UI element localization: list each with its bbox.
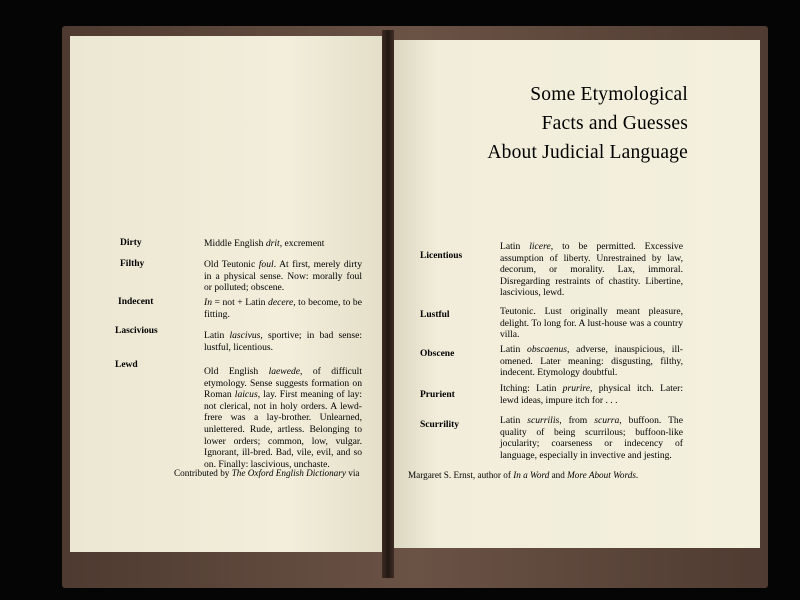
entry-definition: Latin licere, to be permitted. Excessive assumption of liberty. Unrestrained by law, decorum, or morality. Lax, immoral. Disregarding restraints of chastity. Libertine, lascivious, lewd. [500,241,683,299]
entry-definition: In = not + Latin decere, to become, to be fitting. [204,297,362,320]
entry-definition: Latin lascivus, sportive; in bad sense: lustful, licentious. [204,330,362,353]
entry-term: Filthy [120,259,145,269]
title-line: About Judicial Language [487,142,688,163]
entry-definition: Latin scurrilis, from scurra, buffoon. The quality of being scurrilous; buffoon-like jocularity; coarseness or indecency of language, especially in invective and jesting. [500,415,683,461]
entry-term: Scurrility [420,420,460,430]
page-title [487,80,688,167]
credit-right: Margaret S. Ernst, author of In a Word and More About Words. [408,470,639,480]
entry-term: Lewd [115,360,138,370]
entry-term: Indecent [118,297,154,307]
credit-left: Contributed by The Oxford English Dictionary via [174,468,360,478]
title-line: Some Etymological [530,84,688,105]
title-line: Facts and Guesses [541,113,688,134]
entry-term: Licentious [420,251,463,261]
entry-definition: Itching: Latin prurire, physical itch. Later: lewd ideas, impure itch for . . . [500,383,683,406]
entry-definition: Latin obscaenus, adverse, inauspicious, ill-omened. Later meaning: disgusting, filthy, indecent. Etymology doubtful. [500,344,683,379]
entry-term: Obscene [420,349,455,359]
entry-definition: Teutonic. Lust originally meant pleasure, delight. To long for. A lust-house was a country villa. [500,306,683,341]
entry-definition: Middle English drit, excrement [204,238,325,249]
entry-term: Lascivious [115,326,158,336]
entry-term: Prurient [420,390,455,400]
entry-definition: Old Teutonic foul. At first, merely dirty in a physical sense. Now: morally foul or polluted; obscene. [204,259,362,294]
entry-term: Dirty [120,238,142,248]
entry-definition: Old English laewede, of difficult etymology. Sense suggests formation on Roman laicus, lay. First meaning of lay: not clerical, not in holy orders. A lewd-frere was a lay-brother. Unlearned, unlettered. Rude, artless. Belonging to lower orders; common, low, vulgar. Ignorant, ill-bred. Bad, vile, evil, and so on. Finally: lascivious, unchaste. [204,366,362,470]
book-gutter [382,30,394,578]
entry-term: Lustful [420,310,450,320]
